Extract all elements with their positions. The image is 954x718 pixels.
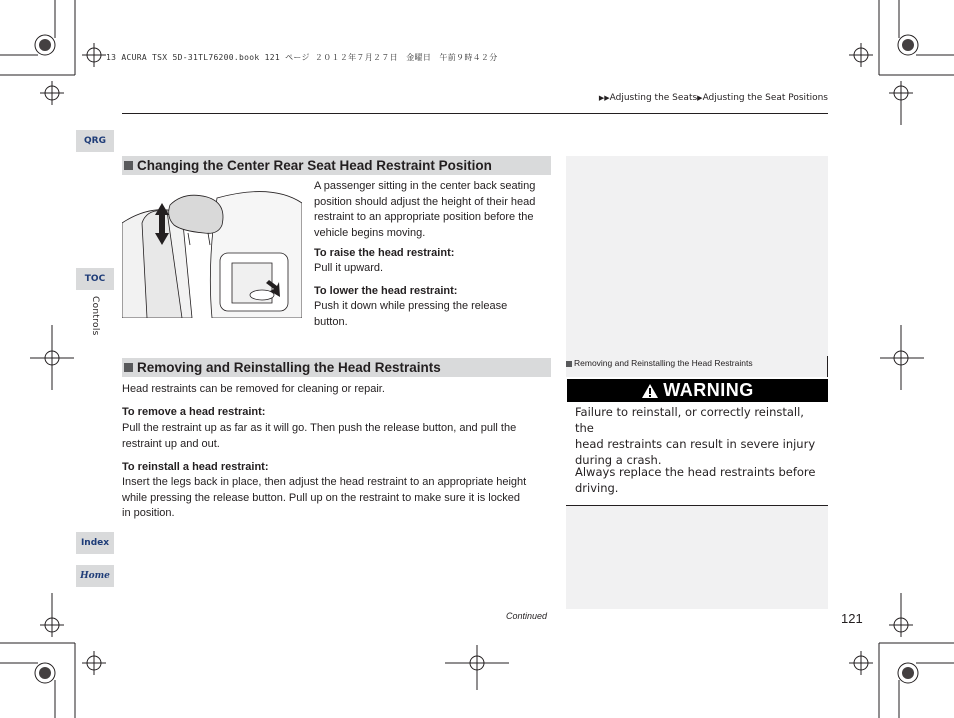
warning-triangle-icon xyxy=(641,383,659,399)
breadcrumb-link-seats[interactable]: Adjusting the Seats xyxy=(609,93,698,103)
warning-title: WARNING xyxy=(663,380,754,400)
text-line: Push it down while pressing the release xyxy=(314,300,508,312)
heading-square-icon xyxy=(124,363,133,372)
text-line: Failure to reinstall, or correctly reinstall, the xyxy=(575,405,804,435)
breadcrumb-link-seat-positions[interactable]: Adjusting the Seat Positions xyxy=(702,93,828,103)
chapter-label: Controls xyxy=(90,296,100,336)
toc-tab[interactable]: TOC xyxy=(76,268,114,290)
text-line: vehicle begins moving. xyxy=(314,226,426,239)
text-line: in position. xyxy=(122,507,175,520)
remove-text xyxy=(122,421,552,452)
section-heading-center-restraint xyxy=(122,156,551,175)
lower-label: To lower the head restraint: xyxy=(314,285,458,297)
section-title: Removing and Reinstalling the Head Restraints xyxy=(137,360,441,375)
raise-text: Pull it upward. xyxy=(314,262,384,274)
warning-text-2 xyxy=(575,464,823,496)
lower-text xyxy=(314,299,507,330)
section-title: Changing the Center Rear Seat Head Restraint Position xyxy=(137,158,492,173)
head-restraint-illustration xyxy=(122,183,302,318)
text-line: position should adjust the height of their head xyxy=(314,195,536,208)
text-line: while pressing the release button. Pull up on the restraint to make sure it is locked xyxy=(122,491,521,504)
text-line: driving. xyxy=(575,481,619,495)
breadcrumb-arrow-icon: ▶ xyxy=(697,94,703,102)
text-line: Always replace the head restraints before xyxy=(575,465,816,479)
breadcrumb xyxy=(599,93,828,103)
text-line: button. xyxy=(314,315,348,328)
section1-intro xyxy=(314,179,554,241)
text-line: restraint up and out. xyxy=(122,437,220,450)
warning-text-1 xyxy=(575,404,823,468)
continued-label: Continued xyxy=(506,611,548,621)
print-header: 13 ACURA TSX 5D-31TL76200.book 121 ページ ２０１２年７月２７日 金曜日 午前９時４２分 xyxy=(106,53,498,62)
text-line: Pull the restraint up as far as it will go. Then push the release button, and pull the xyxy=(122,422,517,434)
home-tab[interactable]: Home xyxy=(76,565,114,587)
warning-box xyxy=(566,377,828,506)
text-line: restraint to an appropriate position before the xyxy=(314,211,534,224)
raise-label: To raise the head restraint: xyxy=(314,247,455,259)
index-tab[interactable]: Index xyxy=(76,532,114,554)
text-line: during a crash. xyxy=(575,453,662,467)
section2-intro: Head restraints can be removed for cleaning or repair. xyxy=(122,383,385,395)
note-marker-icon xyxy=(566,361,572,367)
warning-header xyxy=(567,379,828,402)
header-rule xyxy=(122,113,828,114)
text-line: head restraints can result in severe injury xyxy=(575,437,816,451)
reinstall-label: To reinstall a head restraint: xyxy=(122,461,269,473)
sidebar-note-title xyxy=(566,358,753,368)
text-line: Insert the legs back in place, then adjust the head restraint to an appropriate height xyxy=(122,476,527,488)
remove-label: To remove a head restraint: xyxy=(122,406,266,418)
qrg-tab[interactable]: QRG xyxy=(76,130,114,152)
reinstall-text xyxy=(122,475,552,522)
breadcrumb-arrow-icon: ▶▶ xyxy=(598,94,610,102)
section-heading-removing xyxy=(122,358,551,377)
heading-square-icon xyxy=(124,161,133,170)
note-title-text: Removing and Reinstalling the Head Restraints xyxy=(574,358,753,368)
page-number: 121 xyxy=(841,611,863,626)
text-line: A passenger sitting in the center back seating xyxy=(314,180,536,192)
